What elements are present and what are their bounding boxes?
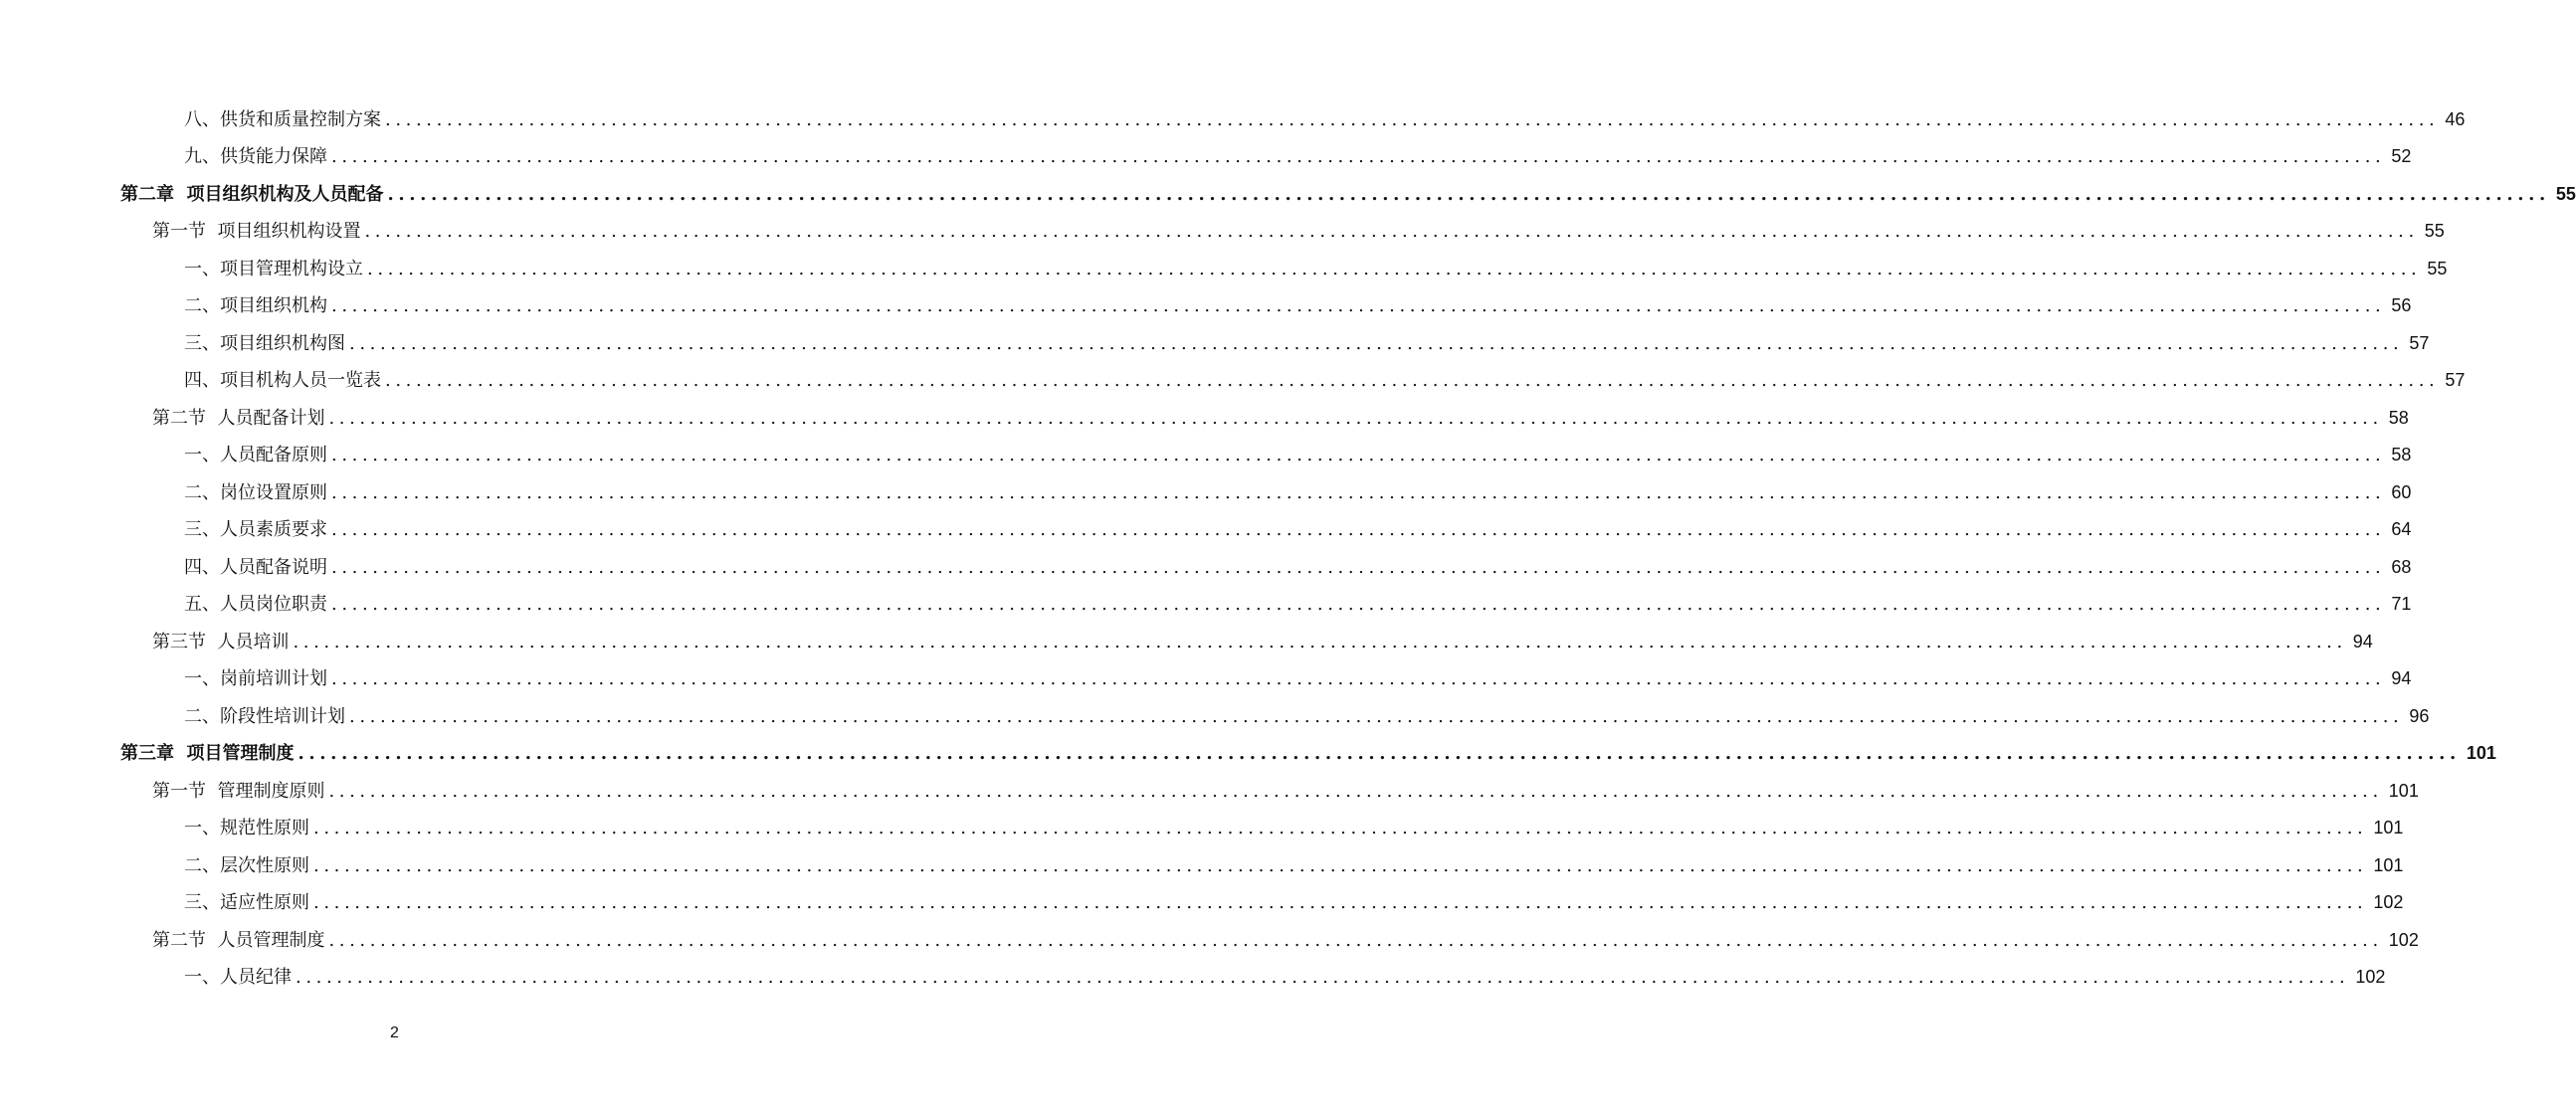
toc-entry-title: 一、规范性原则 xyxy=(184,818,309,839)
toc-leader-dots: ........................................................................................................................................................................................................ xyxy=(331,295,2386,317)
toc-entry-title: 第三节 人员培训 xyxy=(152,631,290,652)
toc-chapter-entry[interactable] xyxy=(0,734,2496,772)
toc-entry-page: 57 xyxy=(2409,332,2430,353)
toc-leader-dots: ........................................................................................................................................................................................................ xyxy=(331,519,2386,541)
toc-entry-page: 46 xyxy=(2445,108,2466,129)
toc-subsection-entry[interactable] xyxy=(0,510,2412,548)
toc-entry-title: 第一节 管理制度原则 xyxy=(152,780,325,802)
toc-subsection-entry[interactable] xyxy=(0,137,2412,175)
toc-entry-title: 四、人员配备说明 xyxy=(184,556,327,578)
table-of-contents xyxy=(0,99,2576,995)
toc-entry-title: 八、供货和质量控制方案 xyxy=(184,108,381,130)
toc-entry-title: 一、岗前培训计划 xyxy=(184,668,327,690)
toc-entry-title: 五、人员岗位职责 xyxy=(184,594,327,616)
toc-leader-dots: ........................................................................................................................................................................................................ xyxy=(364,221,2419,243)
toc-entry-page: 68 xyxy=(2391,556,2412,577)
toc-leader-dots: ........................................................................................................................................................................................................ xyxy=(331,146,2386,168)
toc-entry-page: 71 xyxy=(2391,594,2412,615)
toc-entry-title: 二、项目组织机构 xyxy=(184,295,327,317)
toc-entry-page: 96 xyxy=(2409,705,2430,726)
toc-section-entry[interactable] xyxy=(0,398,2409,436)
toc-subsection-entry[interactable] xyxy=(0,547,2412,585)
toc-subsection-entry[interactable] xyxy=(0,323,2430,361)
toc-leader-dots: ........................................................................................................................................................................................................ xyxy=(313,854,2368,876)
toc-entry-page: 101 xyxy=(2373,854,2404,875)
toc-entry-inner xyxy=(184,888,2404,914)
toc-entry-page: 55 xyxy=(2427,258,2448,279)
toc-entry-page: 102 xyxy=(2355,967,2386,988)
toc-entry-inner xyxy=(184,329,2430,355)
toc-leader-dots: ........................................................................................................................................................................................................ xyxy=(328,929,2383,951)
toc-entry-page: 56 xyxy=(2391,295,2412,316)
toc-leader-dots: ........................................................................................................................................................................................................ xyxy=(367,258,2422,279)
toc-section-entry[interactable] xyxy=(0,920,2419,958)
toc-entry-inner xyxy=(184,963,2386,989)
toc-entry-inner xyxy=(184,105,2466,131)
toc-subsection-entry[interactable] xyxy=(0,958,2386,996)
toc-entry-inner xyxy=(184,366,2466,392)
toc-section-entry[interactable] xyxy=(0,622,2373,659)
toc-subsection-entry[interactable] xyxy=(0,99,2466,137)
toc-entry-page: 52 xyxy=(2391,146,2412,167)
toc-entry-title: 三、项目组织机构图 xyxy=(184,332,345,354)
toc-entry-inner xyxy=(184,515,2412,541)
toc-leader-dots: ........................................................................................................................................................................................................ xyxy=(296,967,2350,989)
toc-leader-dots: ........................................................................................................................................................................................................ xyxy=(328,407,2383,429)
toc-subsection-entry[interactable] xyxy=(0,809,2404,846)
toc-leader-dots: ........................................................................................................................................................................................................ xyxy=(331,668,2386,690)
toc-entry-page: 55 xyxy=(2555,183,2576,204)
toc-entry-inner xyxy=(184,702,2430,728)
toc-entry-title: 一、人员配备原则 xyxy=(184,445,327,466)
toc-leader-dots: ........................................................................................................................................................................................................ xyxy=(387,183,2550,205)
toc-entry-inner xyxy=(152,404,2409,430)
toc-subsection-entry[interactable] xyxy=(0,361,2466,399)
toc-entry-title: 第二章 项目组织机构及人员配备 xyxy=(120,183,384,205)
toc-entry-title: 二、岗位设置原则 xyxy=(184,481,327,503)
toc-subsection-entry[interactable] xyxy=(0,696,2430,734)
toc-subsection-entry[interactable] xyxy=(0,883,2404,921)
toc-entry-page: 64 xyxy=(2391,519,2412,540)
toc-entry-page: 101 xyxy=(2466,743,2496,764)
toc-entry-inner xyxy=(152,628,2373,653)
toc-entry-page: 57 xyxy=(2445,370,2466,391)
toc-entry-inner xyxy=(184,851,2404,877)
toc-entry-page: 101 xyxy=(2388,780,2419,801)
page-number: 2 xyxy=(390,1024,399,1041)
toc-entry-page: 94 xyxy=(2391,668,2412,689)
toc-entry-inner xyxy=(184,142,2412,168)
toc-subsection-entry[interactable] xyxy=(0,249,2448,286)
toc-entry-title: 一、项目管理机构设立 xyxy=(184,258,363,279)
toc-leader-dots: ........................................................................................................................................................................................................ xyxy=(293,631,2347,652)
toc-leader-dots: ........................................................................................................................................................................................................ xyxy=(385,108,2440,130)
toc-entry-title: 三、适应性原则 xyxy=(184,892,309,914)
toc-entry-title: 二、层次性原则 xyxy=(184,854,309,876)
toc-entry-page: 55 xyxy=(2424,221,2445,242)
toc-leader-dots: ........................................................................................................................................................................................................ xyxy=(313,892,2368,914)
toc-entry-inner xyxy=(152,777,2419,803)
toc-leader-dots: ........................................................................................................................................................................................................ xyxy=(331,556,2386,578)
toc-entry-page: 58 xyxy=(2388,407,2409,428)
toc-entry-page: 94 xyxy=(2352,631,2373,651)
toc-section-entry[interactable] xyxy=(0,771,2419,809)
toc-leader-dots: ........................................................................................................................................................................................................ xyxy=(328,780,2383,802)
toc-entry-inner xyxy=(184,590,2412,616)
toc-section-entry[interactable] xyxy=(0,212,2445,250)
toc-entry-inner xyxy=(184,814,2404,839)
toc-leader-dots: ........................................................................................................................................................................................................ xyxy=(331,445,2386,466)
toc-entry-title: 四、项目机构人员一览表 xyxy=(184,370,381,392)
toc-entry-title: 三、人员素质要求 xyxy=(184,519,327,541)
toc-subsection-entry[interactable] xyxy=(0,436,2412,473)
toc-entry-inner xyxy=(120,180,2576,206)
toc-entry-inner xyxy=(184,664,2412,690)
toc-subsection-entry[interactable] xyxy=(0,845,2404,883)
toc-entry-inner xyxy=(152,217,2445,243)
toc-leader-dots: ........................................................................................................................................................................................................ xyxy=(331,481,2386,503)
toc-entry-inner xyxy=(184,553,2412,579)
toc-leader-dots: ........................................................................................................................................................................................................ xyxy=(349,332,2404,354)
toc-entry-page: 102 xyxy=(2373,892,2404,913)
toc-entry-title: 一、人员纪律 xyxy=(184,967,292,989)
toc-entry-inner xyxy=(184,478,2412,504)
toc-chapter-entry[interactable] xyxy=(0,174,2576,212)
toc-entry-title: 第二节 人员配备计划 xyxy=(152,407,325,429)
toc-leader-dots: ........................................................................................................................................................................................................ xyxy=(331,594,2386,616)
toc-entry-page: 102 xyxy=(2388,929,2419,950)
toc-entry-inner xyxy=(184,291,2412,317)
toc-entry-title: 九、供货能力保障 xyxy=(184,146,327,168)
toc-leader-dots: ........................................................................................................................................................................................................ xyxy=(313,818,2368,839)
toc-entry-page: 58 xyxy=(2391,445,2412,465)
toc-entry-title: 二、阶段性培训计划 xyxy=(184,705,345,727)
toc-leader-dots: ........................................................................................................................................................................................................ xyxy=(297,743,2461,765)
toc-entry-inner xyxy=(152,926,2419,952)
toc-subsection-entry[interactable] xyxy=(0,585,2412,623)
toc-subsection-entry[interactable] xyxy=(0,472,2412,510)
toc-subsection-entry[interactable] xyxy=(0,286,2412,324)
toc-entry-page: 60 xyxy=(2391,481,2412,502)
toc-entry-title: 第三章 项目管理制度 xyxy=(120,743,295,765)
toc-entry-inner xyxy=(120,739,2496,765)
toc-subsection-entry[interactable] xyxy=(0,659,2412,697)
toc-entry-inner xyxy=(184,441,2412,466)
toc-entry-title: 第二节 人员管理制度 xyxy=(152,929,325,951)
toc-leader-dots: ........................................................................................................................................................................................................ xyxy=(349,705,2404,727)
toc-entry-page: 101 xyxy=(2373,818,2404,838)
toc-entry-title: 第一节 项目组织机构设置 xyxy=(152,221,361,243)
toc-leader-dots: ........................................................................................................................................................................................................ xyxy=(385,370,2440,392)
toc-entry-inner xyxy=(184,255,2448,280)
